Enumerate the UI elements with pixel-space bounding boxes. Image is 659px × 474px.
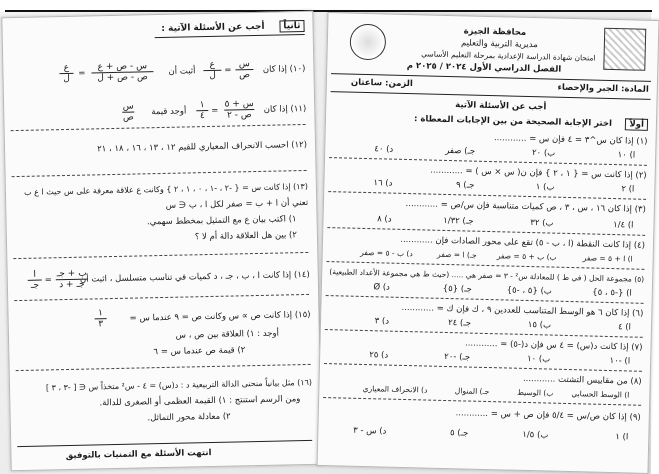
q8-choice-d: د) الانحراف المعياري	[362, 383, 428, 395]
q14-frac-1: ب + جـ جـ + د	[56, 268, 87, 291]
q4-choice-a: ا) ا + ٥ = صفر	[582, 253, 633, 264]
q8-choice-a: ا) الوسط الحسابي	[571, 389, 630, 400]
time-label: الزمن: ساعتان	[350, 77, 413, 90]
q3-choice-a: ا) ١/٤	[612, 220, 634, 231]
divider	[327, 227, 645, 236]
divider	[329, 157, 647, 166]
q7-choice-a: ا) -١٠	[609, 356, 631, 367]
q6-stem: (٦) إذا كان ٦ هو الوسط المتناسب للعددين ٩ ، ك فإن ك = ............	[401, 302, 644, 319]
q3-choice-c: جـ) ١/٣٢	[443, 215, 474, 227]
q2-choice-b: ب) ١	[535, 182, 555, 193]
q11-lead: (١١) إذا كان	[263, 103, 307, 115]
q4-choice-b: ب) ب + ٥ = صفر	[496, 251, 557, 262]
q3-choice-d: د) ٨	[377, 214, 392, 225]
q9-choice-b: ب) ١/٥	[522, 429, 549, 441]
exam-term: الفصل الدراسي الأول ٢٠٢٤ / ٢٠٢٥ م	[406, 60, 562, 75]
q5-choice-b: ب) {٥ ، -٥}	[506, 285, 552, 297]
q1-choice-c: جـ) صفر	[445, 145, 476, 157]
q11-mid: أوجد قيمة	[151, 106, 187, 118]
q9-choice-d: د) س - ٣	[353, 425, 387, 437]
q10-frac-4: ع ل	[59, 63, 73, 84]
subject-label: المادة: الجبر والإحصاء	[557, 82, 649, 95]
instructions: أجب عن الأسئلة الآتية	[455, 100, 547, 113]
q10-mid: أثبت أن	[168, 66, 196, 77]
q16-line3: ٢) معادلة محور التماثل.	[147, 411, 231, 424]
title-underline	[155, 34, 305, 38]
divider	[12, 170, 307, 177]
q14-frac-2: ا جـ	[28, 270, 42, 291]
q10-frac-1: س ص	[235, 59, 253, 80]
q15-line1: (١٥) إذا كانت ص ∝ س وكانت ص = ٩ عندما س =	[129, 309, 311, 324]
q2-choice-d: د) ١٦	[373, 178, 393, 189]
q1-choice-a: ا) ١٠	[617, 150, 636, 161]
q2-choice-a: ا) ٢	[621, 184, 635, 195]
section-title: اختر الإجابة الصحيحة من بين الإجابات المعطاة :	[413, 114, 613, 129]
q15-frac: ١ ٣	[94, 308, 106, 329]
q5-stem: (٥) مجموعة الحل ( في ط ) للمعادلة س² - ٣ = صفر هي ..... (حيث ط هي مجموعة الأعداد الطبيعية)	[329, 267, 645, 284]
q11-frac-2: ١ ٤	[196, 100, 208, 121]
q16-line1: (١٦) مثل بيانياً منحنى الدالة التربيعية د : د(س) = ٤ - س² متخذاً س ∈ [ -٣ ، ٣ ]	[45, 377, 313, 393]
q5-choice-d: د) Ø	[373, 282, 391, 293]
q6-choice-b: ب) ١٥	[527, 319, 552, 331]
q4-choice-c: جـ) ا = صفر	[437, 249, 477, 260]
q2-choice-c: جـ) ٩	[455, 180, 475, 191]
q1-choice-d: د) ٤٠	[374, 144, 394, 155]
divider	[325, 329, 643, 338]
q10-lead: (١٠) إذا كان	[262, 63, 306, 75]
exam-title: امتحان شهادة الدراسة الإعدادية بمرحلة التعليم الأساسي	[421, 49, 596, 63]
section-title: أجب عن الأسئلة الآتية :	[161, 21, 265, 34]
q15-line2: أوجد : ١) العلاقة بين ص ، س	[175, 328, 280, 341]
divider	[16, 364, 311, 371]
q4-choice-d: د) ب - ٥ = صفر	[360, 247, 413, 259]
divider	[13, 252, 308, 259]
q9-choice-c: جـ) ٥	[449, 428, 469, 439]
q10-frac-3: س - ص + ع ص - ص + ل	[91, 61, 153, 83]
q7-choice-b: ب) ١٠	[526, 353, 551, 365]
q3-choice-b: ب) ٣٢	[530, 218, 554, 229]
q7-stem: (٧) إذا كانت د(س) = ٤ س فإن د(-٥) = ............	[464, 338, 643, 353]
q12-text: (١٢) احسب الانحراف المعياري للقيم ١٢ ، ١٣ ، ١٦ ، ١٨ ، ٢١	[97, 139, 308, 155]
exam-page-right	[317, 12, 659, 474]
q13-line4: ٢) بين هل العلاقة دالة أم لا ؟	[194, 230, 298, 243]
q6-choice-d: د) ٣	[374, 316, 390, 327]
q2-stem: (٢) إذا كانت س = { ١ ، ٢ } فإن ن( س × س ) = ............	[430, 165, 647, 181]
ministry-logo-icon	[349, 24, 386, 61]
divider	[11, 124, 306, 131]
divider	[324, 363, 642, 372]
q15-line3: ٢) قيمة ص عندما س = ٦	[153, 345, 246, 358]
q14-text: (١٤) إذا كانت ا ، ب ، جـ ، د كميات في تناسب متسلسل ، اثبت أن	[79, 269, 310, 285]
q11-frac-3: س ص	[122, 101, 134, 123]
governorate: محافظة الجيزة	[463, 26, 527, 38]
divider	[328, 191, 646, 200]
footer-rule	[17, 440, 312, 447]
q6-choice-c: جـ) ٢٤	[448, 318, 472, 329]
exam-page-left: ثانياً أجب عن الأسئلة الآتية : (١٠) إذا كان س ص = ع ل أثبت أن س - ص + ع ص - ص + ل = ع ل (١١) إذا كان س + ٥ ص - ٢ = ١ ٤ أوجد قيمة س ص (١٢) احسب الانحراف المعياري للقيم ١٢ ، ١٣ ، ١٦ ، ١٨ ، ٢١ (١٣) إذا كانت س = { -٢ ، -١ ، ٠ ، ١ ، ٢ } وكانت ع علاقة معرفة على س حيث ا ع ب تعني أن ا + ب = صفر لكل ا ، ب ∈ س ١) اكتب بيان ع مع التمثيل بمخطط سهمي. ٢) بين هل العلاقة دالة أم لا ؟ (١٤) إذا كانت ا ، ب ، جـ ، د كميات في تناسب متسلسل ، اثبت أن ب + جـ جـ + د = ا جـ (١٥) إذا كانت ص ∝ س وكانت ص = ٩ عندما س = ١ ٣ أوجد : ١) العلاقة بين ص ، س ٢) قيمة ص عندما س = ٦ (١٦) مثل بيانياً منحنى الدالة التربيعية د : د(س) = ٤ - س² متخذاً س ∈ [ -٣ ، ٣ ] ومن الرسم استنتج : ١) القيمة العظمى أو الصغرى للدالة. ٢) معادلة محور التماثل. انتهت الأسئلة مع التمنيات بالتوفيق	[1, 11, 322, 471]
governorate-emblem-icon	[603, 28, 646, 71]
q8-choice-b: ب) الوسيط	[516, 387, 554, 398]
q3-stem: (٣) إذا كان ١٦ ، س ، ٣ ، ص كميات متناسبة فإن س/ص = ............	[405, 198, 646, 215]
q9-choice-a: ا) ١	[615, 432, 629, 443]
footer-text: انتهت الأسئلة مع التمنيات بالتوفيق	[65, 448, 212, 462]
q10-frac-2: ع ل	[203, 60, 221, 81]
q1-stem: (١) إذا كان س^٣ = ٤ فإن س = ............	[493, 133, 648, 147]
q7-choice-d: د) ٢٥	[369, 350, 389, 361]
section-badge: أولاً	[625, 118, 648, 131]
section-badge: ثانياً	[279, 20, 304, 33]
q4-stem: (٤) إذا كانت النقطة (ا ، ب - ٥) تقع على محور الصادات فإن ............	[400, 234, 646, 251]
q1-choice-b: ب) ٢٠	[531, 148, 556, 159]
q8-stem: (٨) من مقاييس التشتت ............	[522, 373, 642, 387]
q9-stem: (٩) إذا كان ص/س = ٥/٤ فإن ص + س = ............	[455, 408, 641, 423]
q5-choice-c: جـ) {٥}	[442, 283, 472, 295]
q13-line1: (١٣) إذا كانت س = { -٢ ، -١ ، ٠ ، ١ ، ٢ } وكانت ع علاقة معرفة على س حيث ا ع ب	[23, 181, 308, 197]
q7-choice-c: جـ) -٢٠	[444, 351, 471, 363]
q13-line3: ١) اكتب بيان ع مع التمثيل بمخطط سهمي.	[146, 214, 297, 228]
divider	[14, 294, 309, 301]
q5-choice-a: ا) {-٥ ، ٥}	[592, 287, 632, 299]
q6-choice-a: ا) ٤	[617, 322, 632, 333]
q11-frac-1: س + ٥ ص - ٢	[224, 99, 254, 121]
directorate: مديرية التربية والتعليم	[460, 38, 538, 51]
q8-choice-c: جـ) المنوال	[454, 386, 490, 397]
q13-line2: تعني أن ا + ب = صفر لكل ا ، ب ∈ س	[165, 197, 309, 211]
q16-line2: ومن الرسم استنتج : ١) القيمة العظمى أو الصغرى للدالة.	[99, 394, 301, 409]
